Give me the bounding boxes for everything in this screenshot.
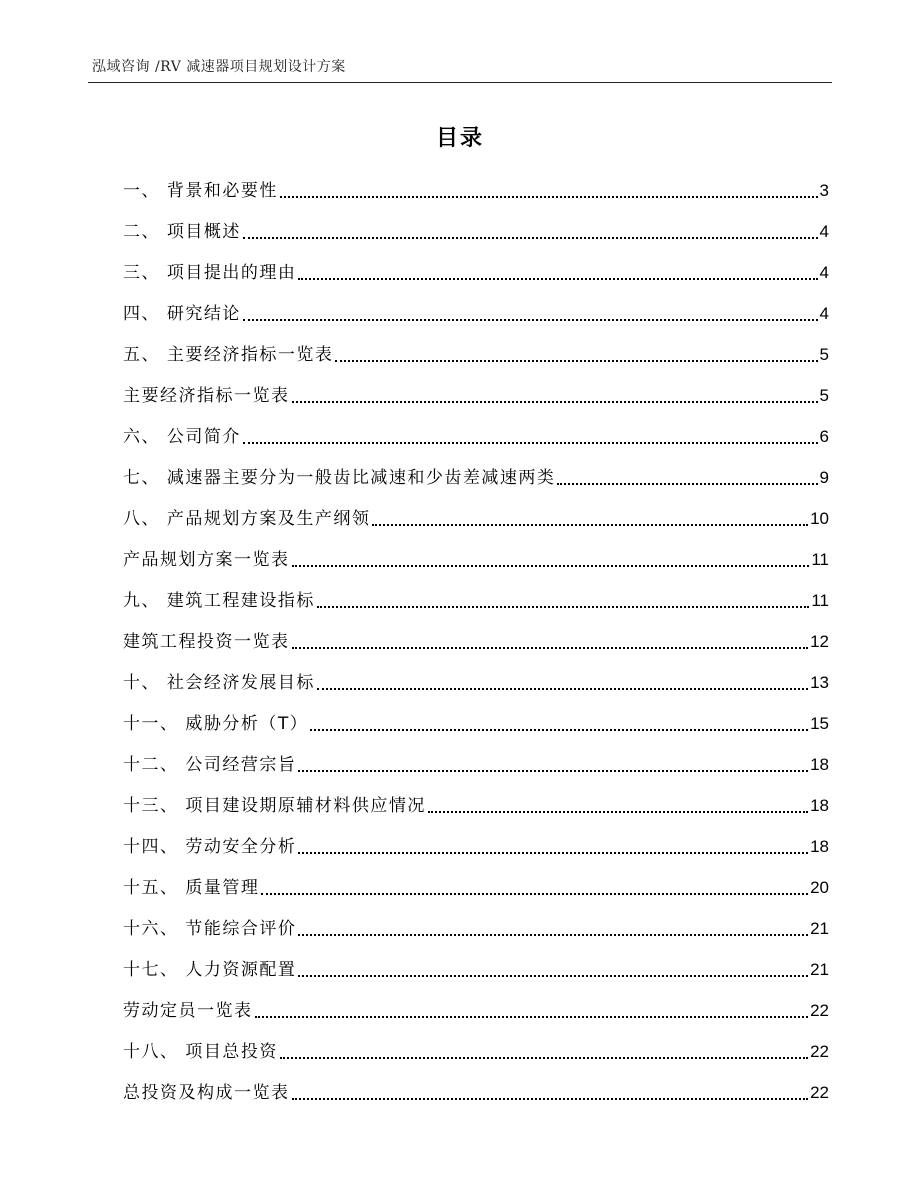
- toc-dot-leader: [243, 442, 818, 444]
- toc-entry-page-number: 4: [819, 221, 829, 241]
- toc-entry-label: 主要经济指标一览表: [123, 385, 290, 406]
- toc-entry-label: 八、 产品规划方案及生产纲领: [123, 508, 371, 529]
- toc-entry[interactable]: [123, 170, 829, 211]
- toc-entry-page-number: 22: [810, 1000, 829, 1020]
- toc-entry[interactable]: [123, 580, 829, 621]
- toc-entry[interactable]: [123, 1072, 829, 1113]
- toc-entry-page-number: 13: [810, 672, 829, 692]
- toc-entry-page-number: 4: [819, 303, 829, 323]
- toc-dot-leader: [317, 688, 808, 690]
- toc-dot-leader: [280, 1057, 808, 1059]
- toc-dot-leader: [298, 934, 808, 936]
- toc-entry-page-number: 21: [810, 959, 829, 979]
- toc-entry-page-number: 22: [810, 1041, 829, 1061]
- toc-dot-leader: [317, 606, 809, 608]
- toc-entry-page-number: 5: [819, 344, 829, 364]
- toc-dot-leader: [243, 237, 818, 239]
- toc-entry[interactable]: [123, 908, 829, 949]
- toc-entry[interactable]: [123, 703, 829, 744]
- table-of-contents: [123, 170, 829, 1113]
- toc-entry-page-number: 21: [810, 918, 829, 938]
- toc-entry-label: 劳动定员一览表: [123, 1000, 253, 1021]
- toc-entry[interactable]: [123, 293, 829, 334]
- toc-dot-leader: [335, 360, 817, 362]
- toc-entry-label: 六、 公司简介: [123, 426, 241, 447]
- toc-entry-label: 九、 建筑工程建设指标: [123, 590, 315, 611]
- header-divider: [88, 82, 832, 83]
- toc-entry-page-number: 20: [810, 877, 829, 897]
- toc-entry[interactable]: [123, 375, 829, 416]
- toc-entry[interactable]: [123, 416, 829, 457]
- toc-entry-page-number: 10: [810, 508, 829, 528]
- toc-entry-label: 五、 主要经济指标一览表: [123, 344, 334, 365]
- toc-entry[interactable]: [123, 949, 829, 990]
- toc-dot-leader: [292, 1098, 809, 1100]
- toc-entry[interactable]: [123, 744, 829, 785]
- toc-entry-page-number: 6: [819, 426, 829, 446]
- toc-entry[interactable]: [123, 867, 829, 908]
- toc-entry-page-number: 5: [819, 385, 829, 405]
- toc-entry-label: 总投资及构成一览表: [123, 1082, 290, 1103]
- toc-dot-leader: [310, 729, 808, 731]
- toc-entry-page-number: 11: [811, 549, 829, 569]
- toc-entry[interactable]: [123, 252, 829, 293]
- toc-entry-label: 产品规划方案一览表: [123, 549, 290, 570]
- toc-entry[interactable]: [123, 1031, 829, 1072]
- toc-dot-leader: [298, 770, 808, 772]
- toc-dot-leader: [255, 1016, 809, 1018]
- toc-dot-leader: [292, 401, 818, 403]
- toc-entry-page-number: 11: [811, 590, 829, 610]
- toc-entry-label: 建筑工程投资一览表: [123, 631, 290, 652]
- toc-entry-label: 二、 项目概述: [123, 221, 241, 242]
- toc-dot-leader: [298, 975, 808, 977]
- toc-entry-page-number: 9: [819, 467, 829, 487]
- toc-entry-label: 七、 减速器主要分为一般齿比减速和少齿差减速两类: [123, 467, 556, 488]
- toc-entry-page-number: 18: [810, 836, 829, 856]
- toc-entry[interactable]: [123, 498, 829, 539]
- toc-dot-leader: [428, 811, 808, 813]
- toc-entry[interactable]: [123, 826, 829, 867]
- toc-entry-label: 十四、 劳动安全分析: [123, 836, 297, 857]
- toc-entry[interactable]: [123, 334, 829, 375]
- toc-entry[interactable]: [123, 457, 829, 498]
- toc-entry-page-number: 12: [810, 631, 829, 651]
- toc-entry-label: 十五、 质量管理: [123, 877, 260, 898]
- toc-entry[interactable]: [123, 539, 829, 580]
- toc-entry-label: 一、 背景和必要性: [123, 180, 278, 201]
- running-header: 泓域咨询 /RV 减速器项目规划设计方案: [92, 59, 346, 75]
- toc-dot-leader: [557, 483, 817, 485]
- toc-entry-label: 十三、 项目建设期原辅材料供应情况: [123, 795, 426, 816]
- toc-dot-leader: [292, 565, 810, 567]
- toc-dot-leader: [298, 278, 817, 280]
- toc-entry[interactable]: [123, 621, 829, 662]
- toc-entry[interactable]: [123, 990, 829, 1031]
- toc-dot-leader: [280, 196, 818, 198]
- toc-entry-page-number: 3: [819, 180, 829, 200]
- toc-entry-label: 十七、 人力资源配置: [123, 959, 297, 980]
- toc-dot-leader: [298, 852, 808, 854]
- toc-entry-label: 四、 研究结论: [123, 303, 241, 324]
- toc-entry-label: 十、 社会经济发展目标: [123, 672, 315, 693]
- toc-dot-leader: [292, 647, 809, 649]
- toc-entry-page-number: 22: [810, 1082, 829, 1102]
- toc-dot-leader: [261, 893, 808, 895]
- toc-entry-page-number: 4: [819, 262, 829, 282]
- toc-dot-leader: [372, 524, 808, 526]
- toc-entry-label: 十六、 节能综合评价: [123, 918, 297, 939]
- toc-entry-page-number: 15: [810, 713, 829, 733]
- page-title: 目录: [435, 126, 484, 151]
- toc-entry-page-number: 18: [810, 795, 829, 815]
- toc-dot-leader: [243, 319, 818, 321]
- toc-entry[interactable]: [123, 662, 829, 703]
- toc-entry-page-number: 18: [810, 754, 829, 774]
- toc-entry-label: 十八、 项目总投资: [123, 1041, 278, 1062]
- toc-entry-label: 三、 项目提出的理由: [123, 262, 297, 283]
- toc-entry[interactable]: [123, 211, 829, 252]
- toc-entry-label: 十一、 威胁分析（T）: [123, 713, 309, 734]
- toc-entry[interactable]: [123, 785, 829, 826]
- toc-entry-label: 十二、 公司经营宗旨: [123, 754, 297, 775]
